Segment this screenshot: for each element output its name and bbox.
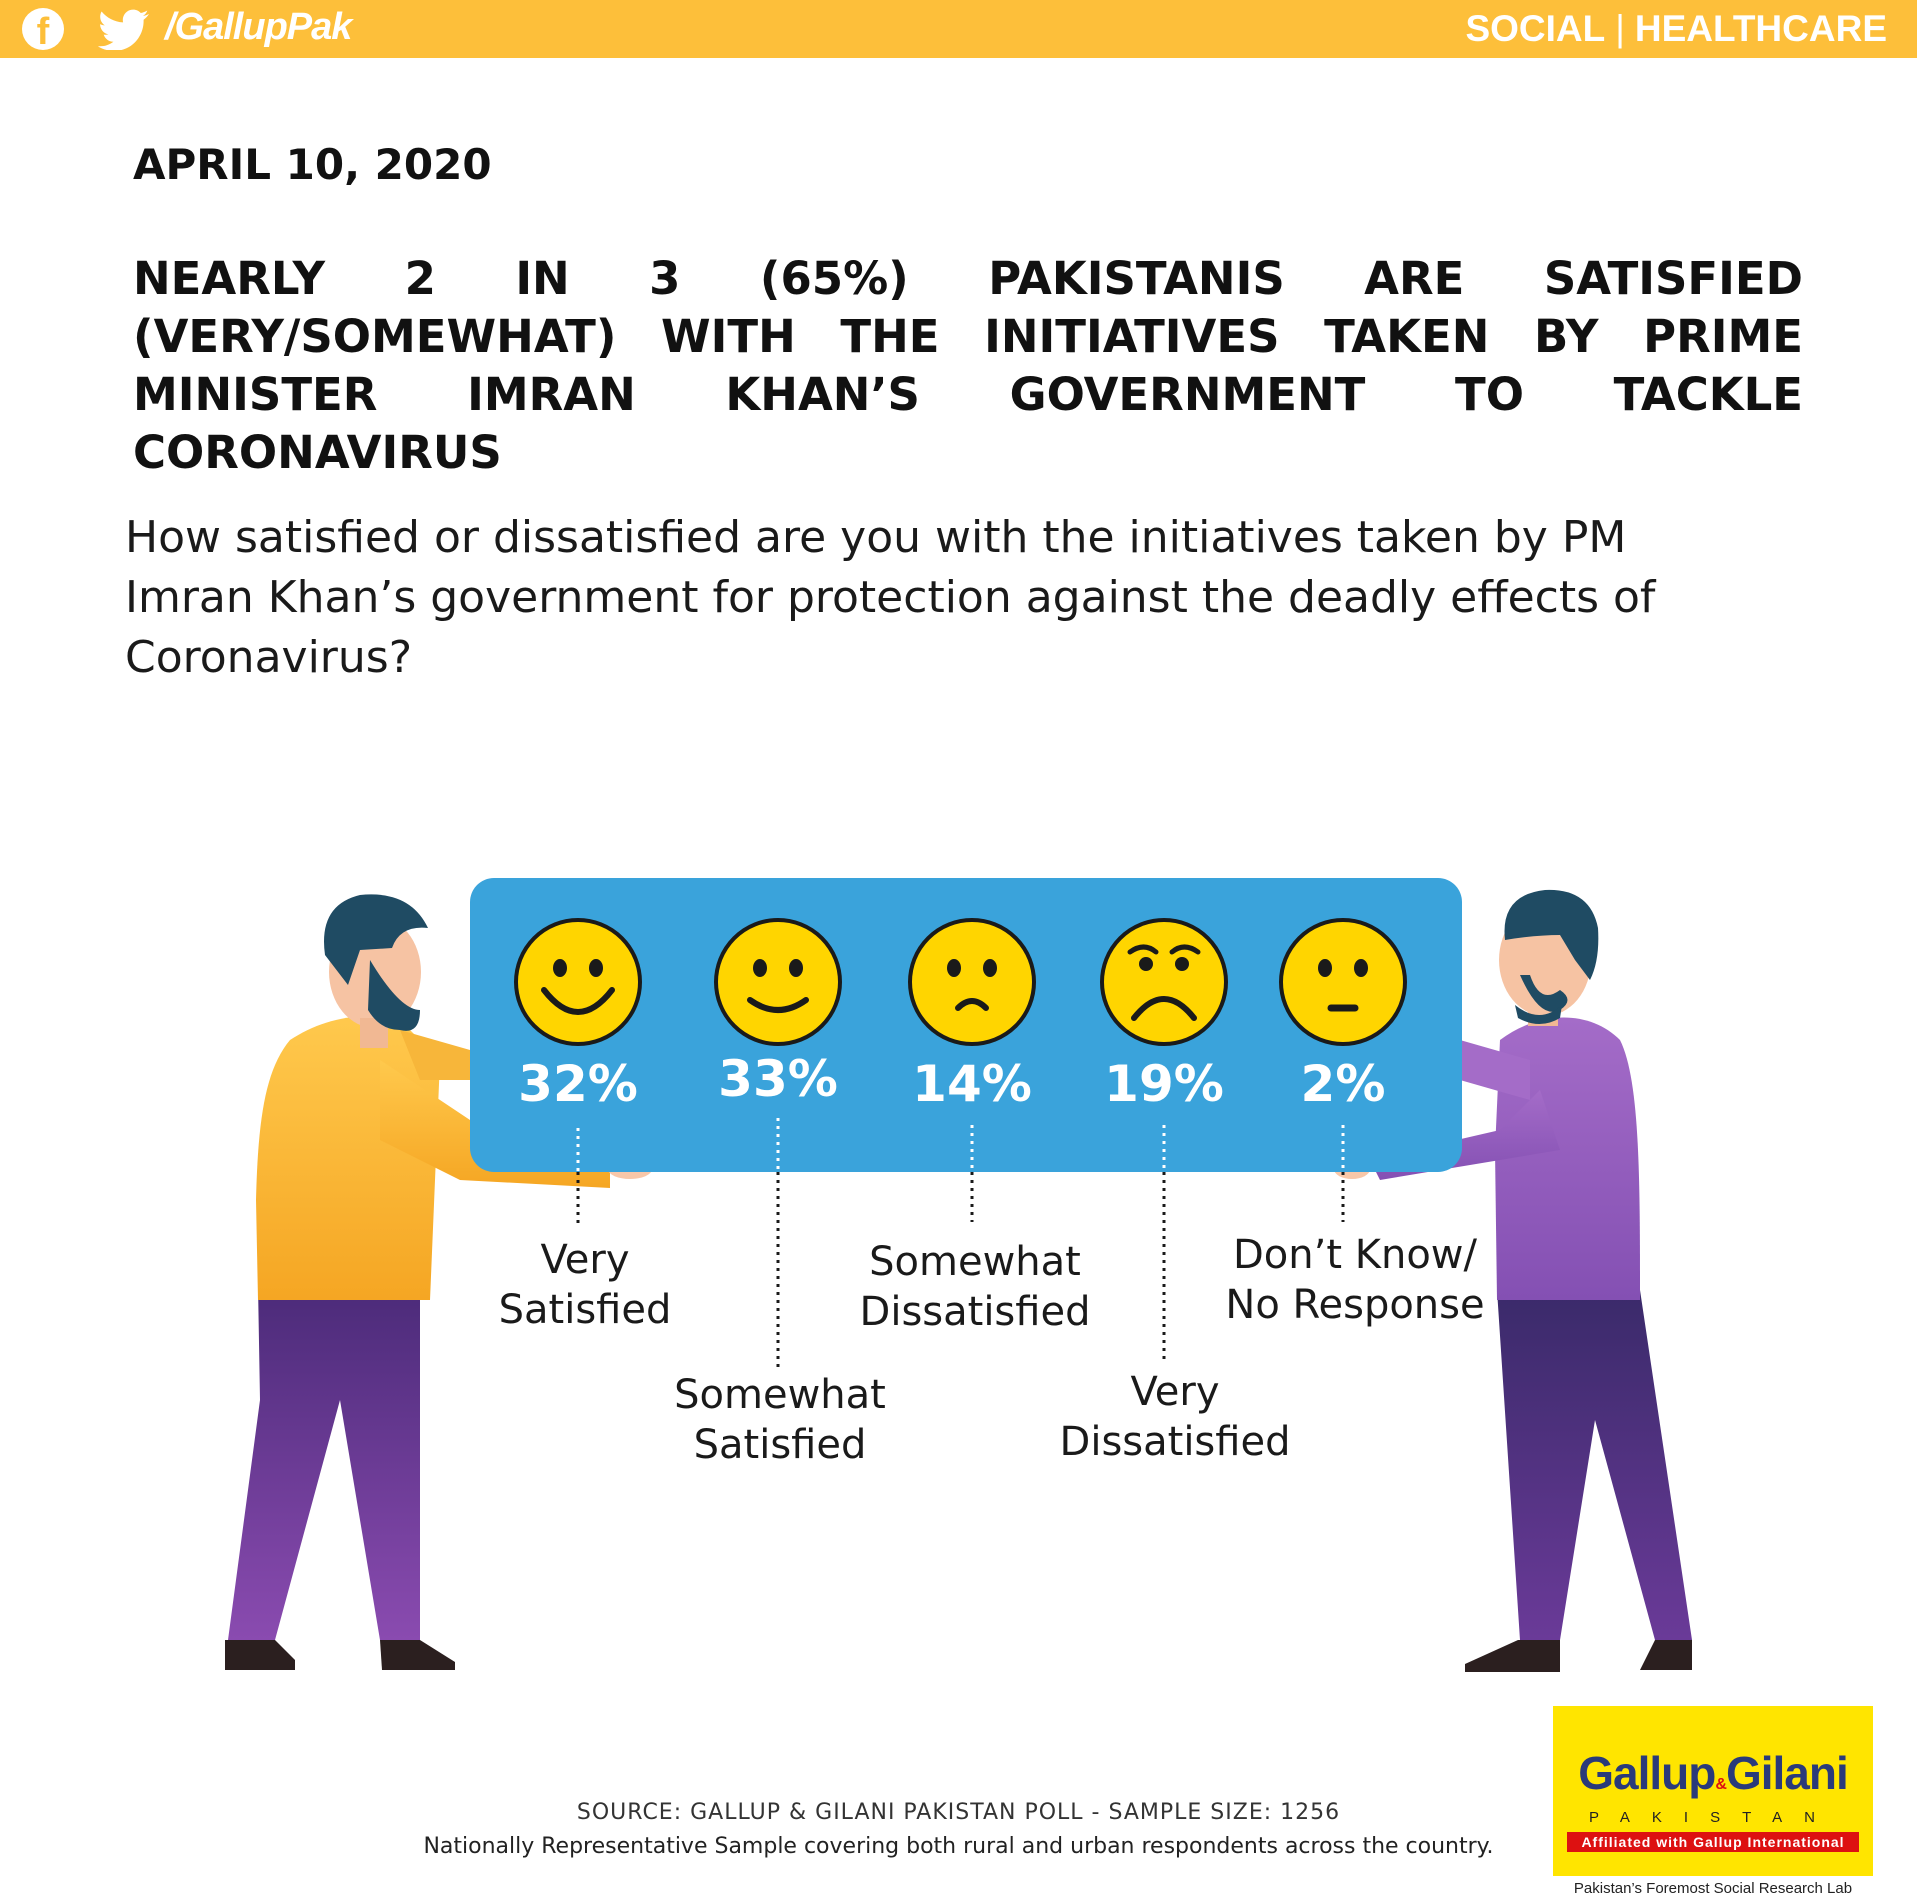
category-label-line: Satisfied [498, 1287, 672, 1333]
headline: NEARLY 2 IN 3 (65%) PAKISTANIS ARE SATISFIED (VERY/SOMEWHAT) WITH THE INITIATIVES TAKEN BY PRIME MINISTER IMRAN KHAN’S GOVERNMENT TO TACKLE CORONAVIRUS [133, 252, 1803, 479]
sample-description: Nationally Representative Sample covering both rural and urban respondents across the country. [423, 1834, 1494, 1859]
logo-wordmark [1553, 1746, 1873, 1800]
source-line: SOURCE: GALLUP & GILANI PAKISTAN POLL - SAMPLE SIZE: 1256 [576, 1800, 1341, 1825]
logo-tagline: Pakistan’s Foremost Social Research Lab [1573, 1880, 1853, 1897]
category-label [825, 1237, 1125, 1337]
social-handle[interactable]: /GallupPak [165, 6, 352, 48]
value-label: 19% [1104, 1055, 1224, 1113]
category-label-line: Somewhat [674, 1372, 886, 1418]
tag-social[interactable]: SOCIAL [1465, 8, 1606, 49]
category-label [1205, 1230, 1505, 1330]
category-label-line: Dissatisfied [859, 1289, 1091, 1335]
category-tags [1465, 8, 1887, 50]
tag-healthcare[interactable]: HEALTHCARE [1634, 8, 1887, 49]
category-label [630, 1370, 930, 1470]
value-label: 32% [518, 1055, 638, 1113]
category-label-line: Satisfied [693, 1422, 867, 1468]
value-label: 2% [1300, 1055, 1386, 1113]
value-label: 33% [718, 1050, 838, 1108]
category-label-line: Very [540, 1237, 630, 1283]
category-label [435, 1235, 735, 1335]
big-smile-face-icon [516, 920, 640, 1044]
survey-question: How satisfied or dissatisfied are you with the initiatives taken by PM Imran Khan’s government for protection against the deadly effects of Coronavirus? [125, 512, 1656, 683]
logo-amp: & [1715, 1776, 1726, 1793]
neutral-face-icon [1281, 920, 1405, 1044]
tag-separator: | [1615, 8, 1625, 49]
twitter-icon[interactable] [96, 8, 152, 50]
logo-name-right: Gilani [1725, 1747, 1848, 1799]
slight-frown-face-icon [910, 920, 1034, 1044]
logo-country: PAKISTAN [1589, 1809, 1837, 1826]
category-label [1025, 1367, 1325, 1467]
facebook-icon[interactable]: f [22, 8, 64, 50]
category-label-line: Somewhat [869, 1239, 1081, 1285]
logo-affiliation: Affiliated with Gallup International [1567, 1832, 1859, 1852]
category-label-line: Very [1130, 1369, 1220, 1415]
smile-face-icon [716, 920, 840, 1044]
category-label-line: Dissatisfied [1059, 1419, 1291, 1465]
category-label-line: No Response [1225, 1282, 1485, 1328]
value-label: 14% [912, 1055, 1032, 1113]
top-banner [0, 0, 1917, 58]
sad-face-icon [1102, 920, 1226, 1044]
publication-date: APRIL 10, 2020 [133, 140, 492, 189]
category-label-line: Don’t Know/ [1233, 1232, 1477, 1278]
logo-name-left: Gallup [1578, 1747, 1716, 1799]
gallup-gilani-logo [1553, 1706, 1873, 1876]
